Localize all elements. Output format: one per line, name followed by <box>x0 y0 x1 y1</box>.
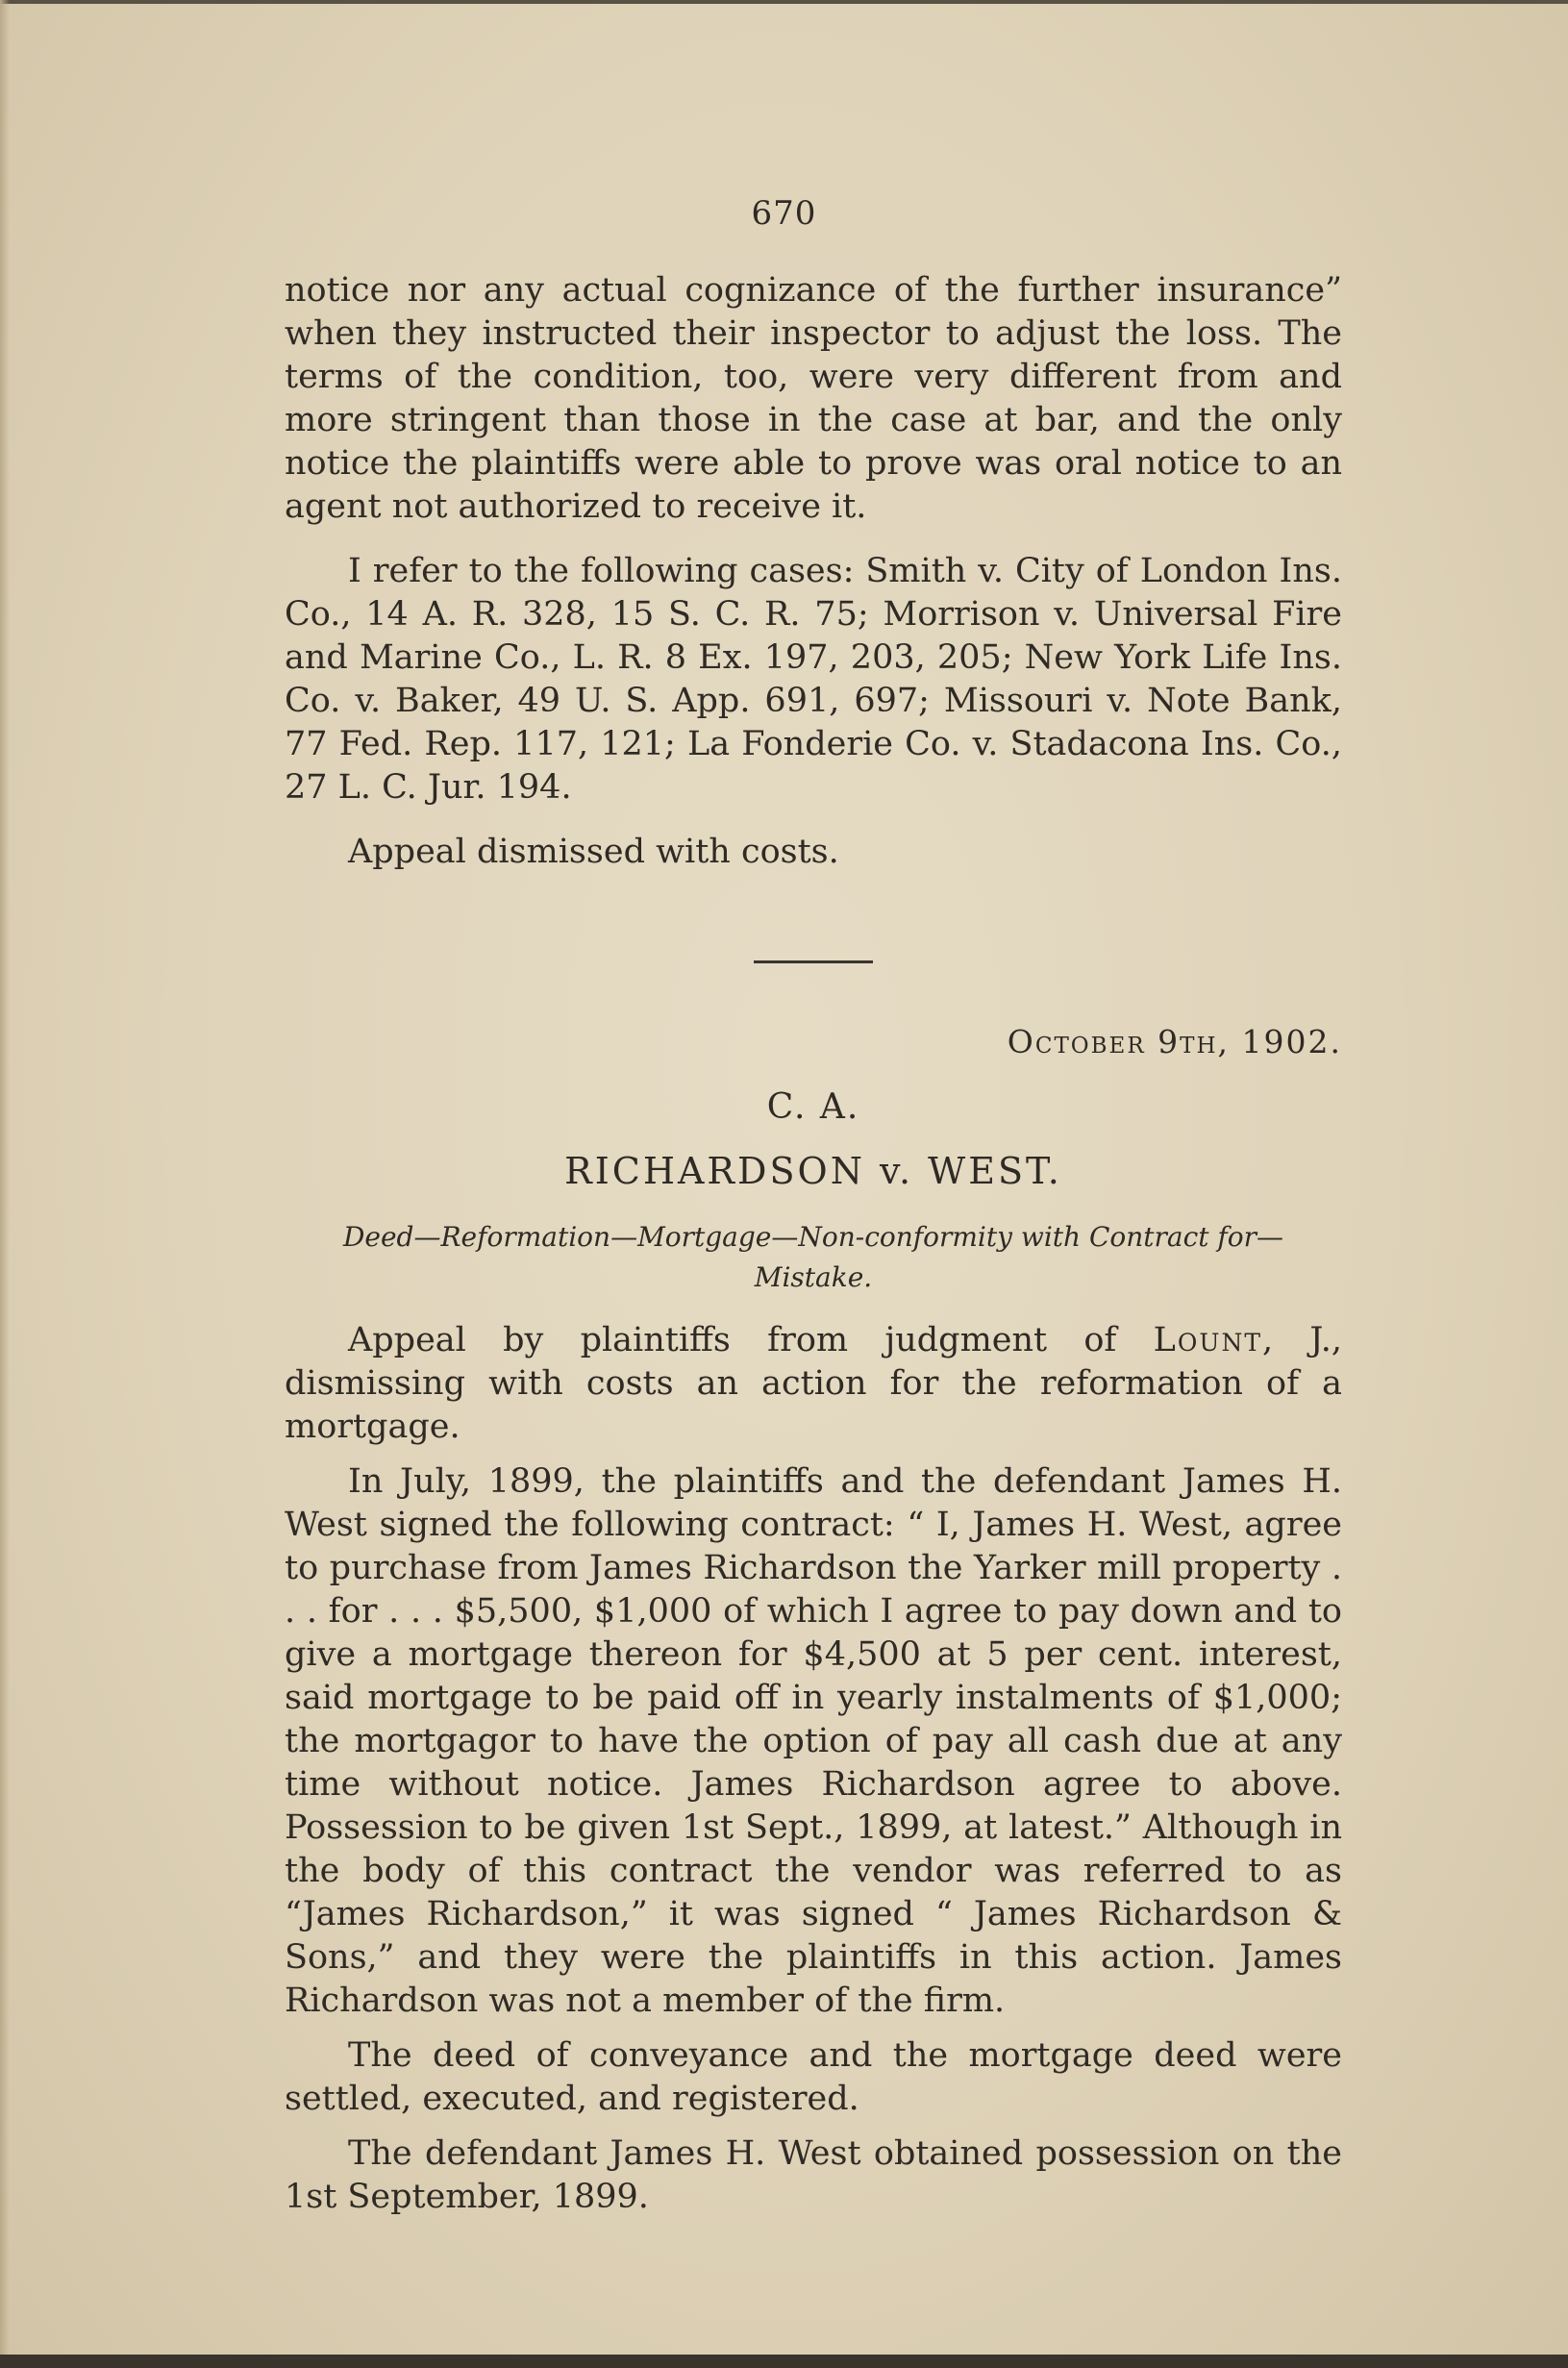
deed-paragraph: The deed of conveyance and the mortgage deed were settled, executed, and registered. <box>285 2036 1342 2118</box>
judge-name: Lount <box>1153 1321 1263 1359</box>
page-number: 670 <box>751 194 817 233</box>
headnote: Deed—Reformation—Mortgage—Non-conformity with Contract for—Mistake. <box>342 1221 1284 1293</box>
appeal-rest: , J., dismissing with costs an action for the reformation of a mortgage. <box>285 1321 1342 1446</box>
court-designation: C. A. <box>766 1087 860 1127</box>
appeal-paragraph <box>285 1319 1342 1449</box>
section-divider <box>754 960 873 963</box>
page-left-edge <box>0 0 10 2368</box>
opening-paragraph: notice nor any actual cognizance of the further insurance” when they instructed their inspector to adjust the loss. The terms of the condition, too, were very different from and more stringent than those in the case at bar, and the only notice the plaintiffs were able to prove was oral notice to an agent not authorized to receive it. <box>285 271 1342 526</box>
disposition: Appeal dismissed with costs. <box>348 833 839 871</box>
cases-cited-paragraph: I refer to the following cases: Smith v. City of London Ins. Co., 14 A. R. 328, 15 S. C. R. 75; Morrison v. Universal Fire and Marine Co., L. R. 8 Ex. 197, 203, 205; New York Life Ins. Co. v. Baker, 49 U. S. App. 691, 697; Missouri v. Note Bank, 77 Fed. Rep. 117, 121; La Fonderie Co. v. Stadacona Ins. Co., 27 L. C. Jur. 194. <box>285 552 1342 807</box>
page-bottom-edge <box>0 2355 1568 2368</box>
appeal-intro: Appeal by plaintiffs from judgment of <box>348 1321 1117 1359</box>
page-body <box>285 269 1342 2219</box>
case-title: RICHARDSON v. WEST. <box>564 1150 1062 1192</box>
page-top-edge <box>0 0 1568 4</box>
possession-paragraph: The defendant James H. West obtained possession on the 1st September, 1899. <box>285 2134 1342 2216</box>
contract-paragraph: In July, 1899, the plaintiffs and the defendant James H. West signed the following contract: “ I, James H. West, agree to purchase from James Richardson the Yarker mill property . . . for . . . $5,500, $1,000 of which I agree to pay down and to give a mortgage thereon for $4,500 at 5 per cent. interest, said mortgage to be paid off in yearly instalments of $1,000; the mortgagor to have the option of pay all cash due at any time without notice. James Richardson agree to above. Possession to be given 1st Sept., 1899, at latest.” Although in the body of this contract the vendor was referred to as “James Richardson,” it was signed “ James Richardson & Sons,” and they were the plaintiffs in this action. James Richardson was not a member of the firm. <box>285 1462 1342 2020</box>
judgment-date: October 9th, 1902. <box>1007 1023 1342 1060</box>
